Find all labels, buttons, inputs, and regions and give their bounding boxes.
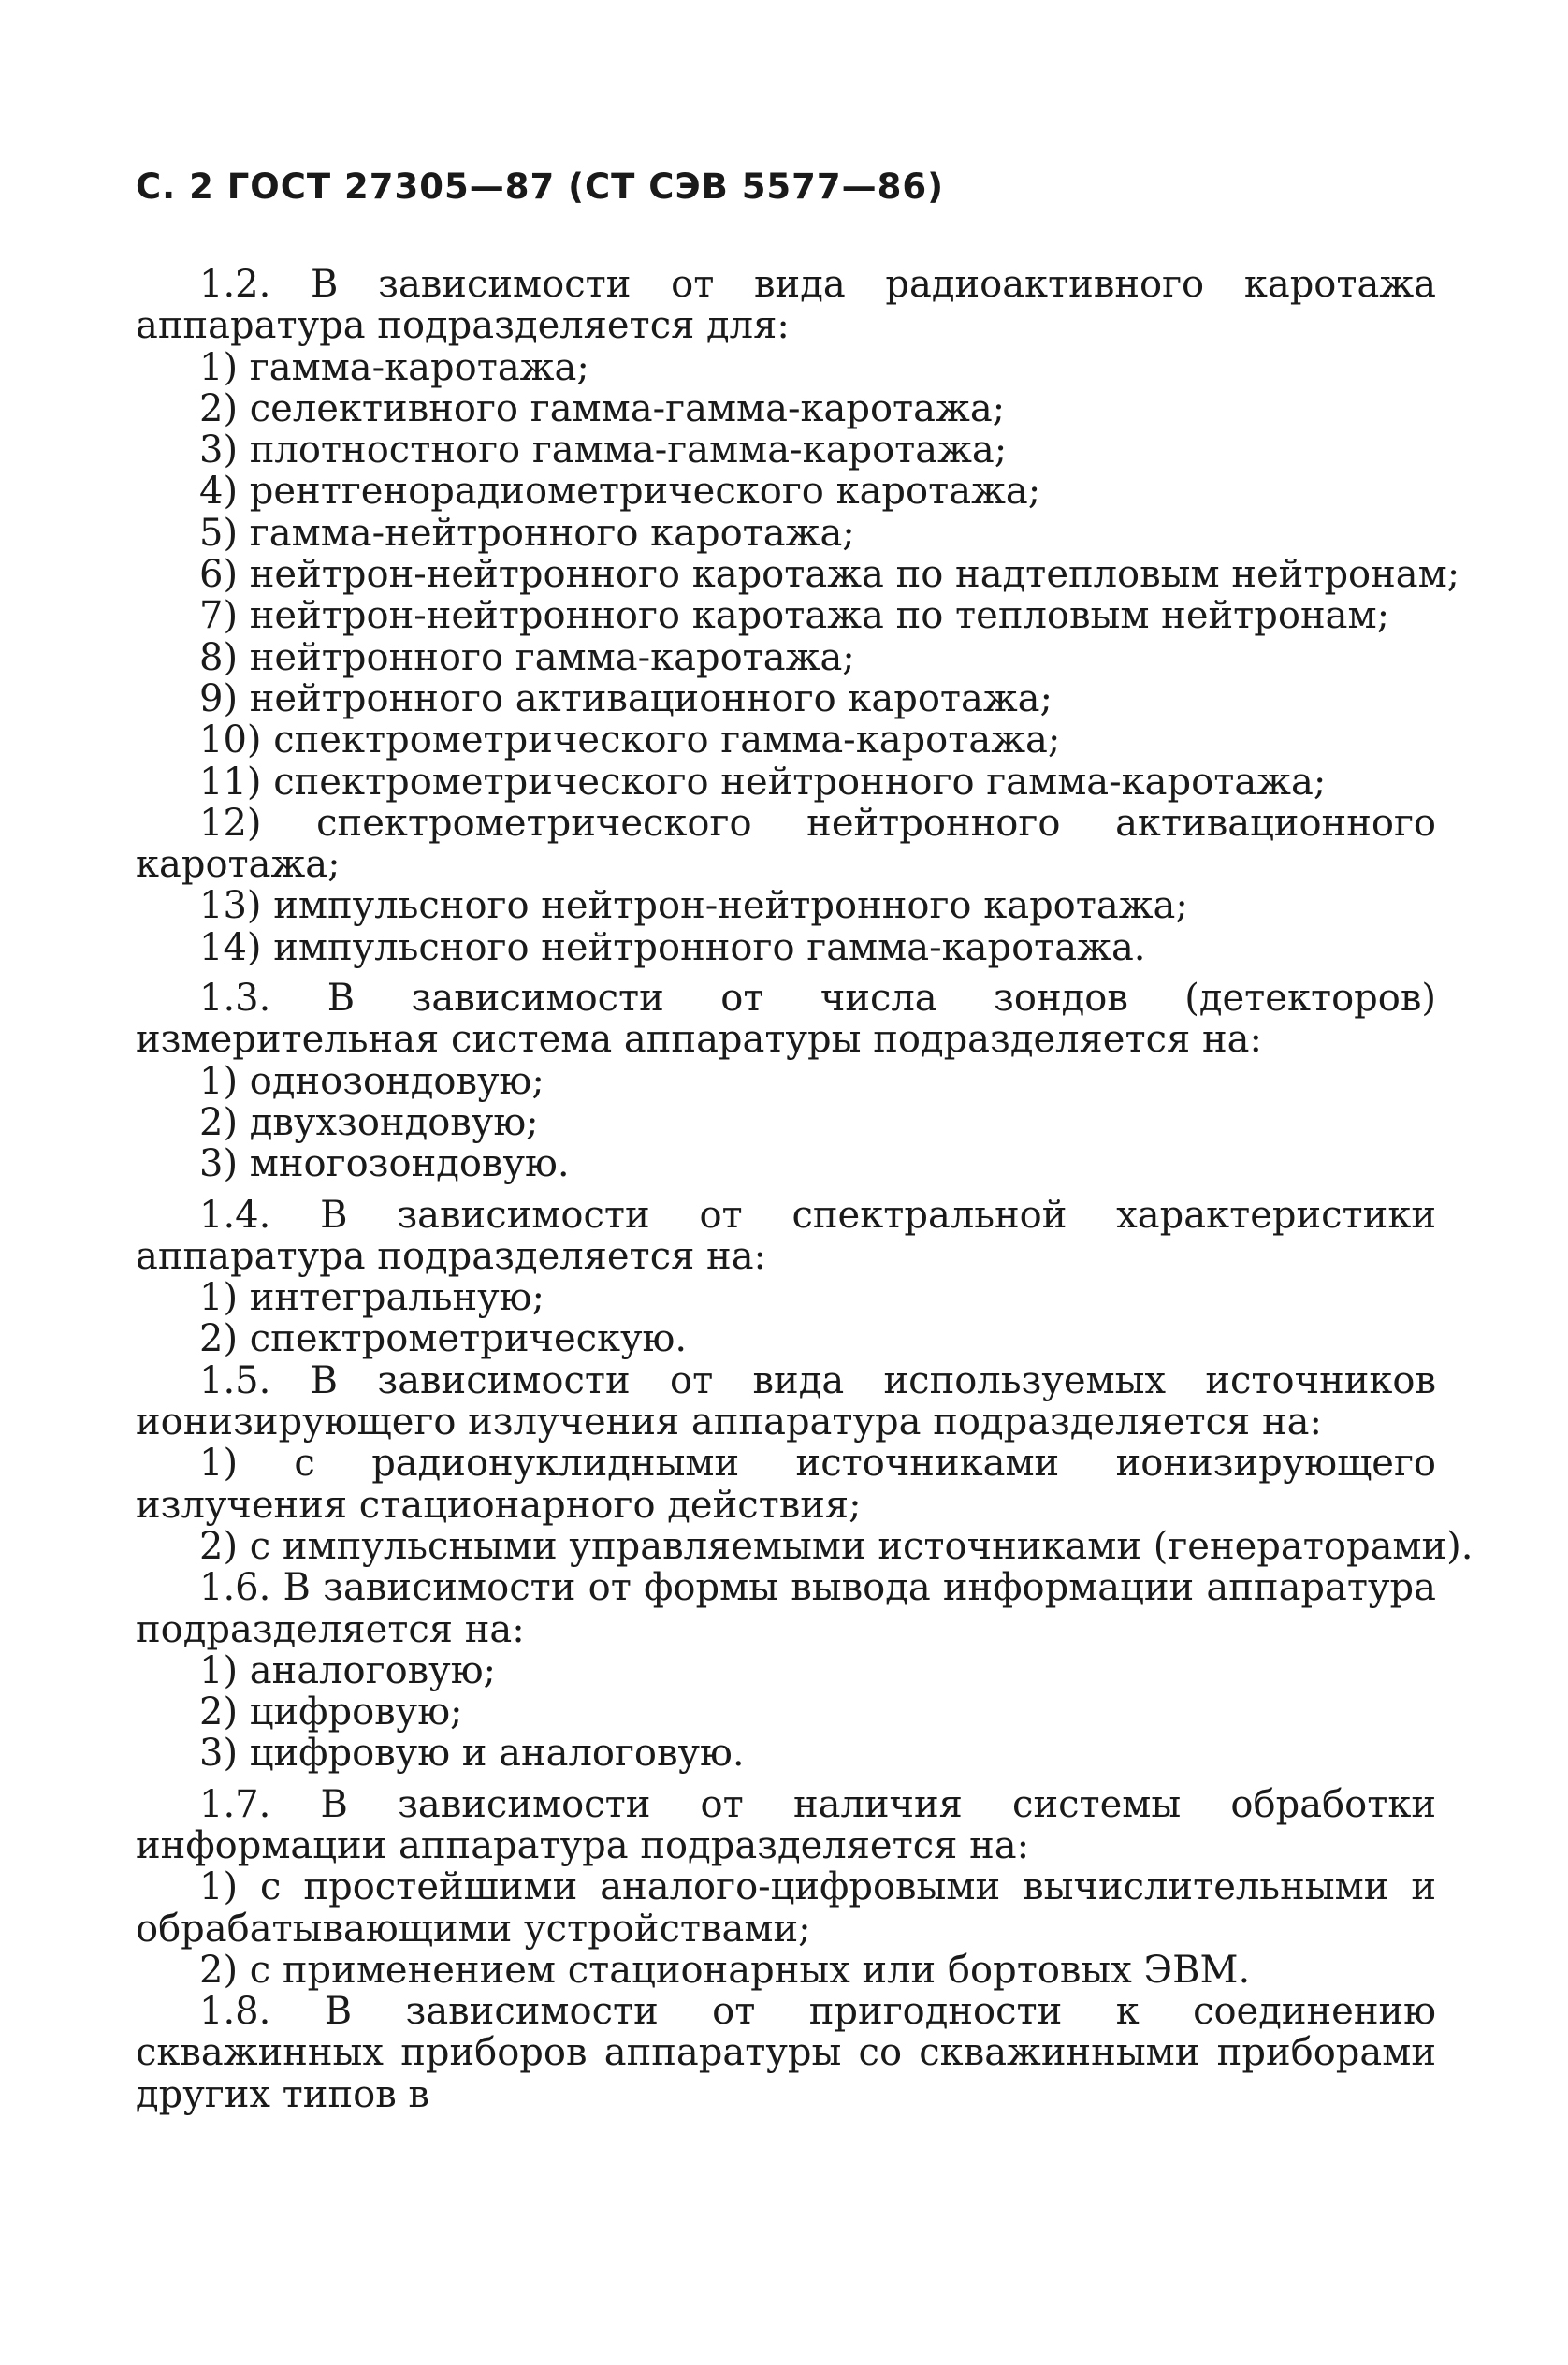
list-item: 2) селективного гамма-гамма-каротажа;	[199, 386, 1006, 430]
list-item: 4) рентгенорадиометрического каротажа;	[199, 470, 1041, 514]
list-item: 8) нейтронного гамма-каротажа;	[199, 635, 855, 679]
list-item: 2) спектрометрическую.	[199, 1317, 688, 1361]
list-item: 1) с простейшими аналого-цифровыми вычислительными и обрабатывающими устройствами;	[136, 1865, 1436, 1951]
list-item: 9) нейтронного активационного каротажа;	[199, 676, 1053, 720]
list-item: 1) гамма-каротажа;	[199, 345, 589, 389]
list-item: 11) спектрометрического нейтронного гамма-каротажа;	[199, 760, 1327, 804]
section-1-4-intro: 1.4. В зависимости от спектральной характеристики аппаратура подразделяется на:	[136, 1193, 1436, 1278]
list-item: 6) нейтрон-нейтронного каротажа по надтепловым нейтронам;	[199, 553, 1460, 597]
list-item: 2) с импульсными управляемыми источниками (генераторами).	[199, 1524, 1474, 1568]
list-item: 5) гамма-нейтронного каротажа;	[199, 511, 855, 555]
list-item: 3) многозондовую.	[199, 1142, 570, 1186]
section-1-7-intro: 1.7. В зависимости от наличия системы обработки информации аппаратура подразделяется на:	[136, 1782, 1436, 1867]
list-item: 14) импульсного нейтронного гамма-каротажа.	[199, 925, 1146, 969]
section-1-8-intro: 1.8. В зависимости от пригодности к соединению скважинных приборов аппаратуры со скважинными приборами других типов в	[136, 1990, 1436, 2116]
list-item: 1) с радионуклидными источниками ионизирующего излучения стационарного действия;	[136, 1442, 1436, 1527]
document-body	[136, 263, 1474, 2116]
section-1-2-intro: 1.2. В зависимости от вида радиоактивного каротажа аппаратура подразделяется для:	[136, 263, 1436, 348]
list-item: 3) плотностного гамма-гамма-каротажа;	[199, 428, 1008, 472]
list-item: 12) спектрометрического нейтронного активационного каротажа;	[136, 801, 1436, 887]
list-item: 10) спектрометрического гамма-каротажа;	[199, 718, 1061, 762]
list-item: 7) нейтрон-нейтронного каротажа по тепловым нейтронам;	[199, 594, 1390, 638]
list-item: 2) с применением стационарных или бортовых ЭВМ.	[199, 1948, 1251, 1992]
list-item: 1) аналоговую;	[199, 1648, 497, 1692]
section-1-5-intro: 1.5. В зависимости от вида используемых источников ионизирующего излучения аппаратура подразделяется на:	[136, 1358, 1436, 1444]
list-item: 3) цифровую и аналоговую.	[199, 1732, 745, 1776]
list-item: 1) однозондовую;	[199, 1059, 544, 1103]
section-1-6-intro: 1.6. В зависимости от формы вывода информации аппаратура подразделяется на:	[136, 1566, 1436, 1651]
page-header: С. 2 ГОСТ 27305—87 (СТ СЭВ 5577—86)	[136, 167, 945, 207]
section-1-3-intro: 1.3. В зависимости от числа зондов (детекторов) измерительная система аппаратуры подразделяется на:	[136, 977, 1436, 1062]
list-item: 2) двухзондовую;	[199, 1100, 539, 1144]
list-item: 13) импульсного нейтрон-нейтронного каротажа;	[199, 884, 1188, 928]
list-item: 1) интегральную;	[199, 1276, 544, 1320]
list-item: 2) цифровую;	[199, 1690, 463, 1734]
